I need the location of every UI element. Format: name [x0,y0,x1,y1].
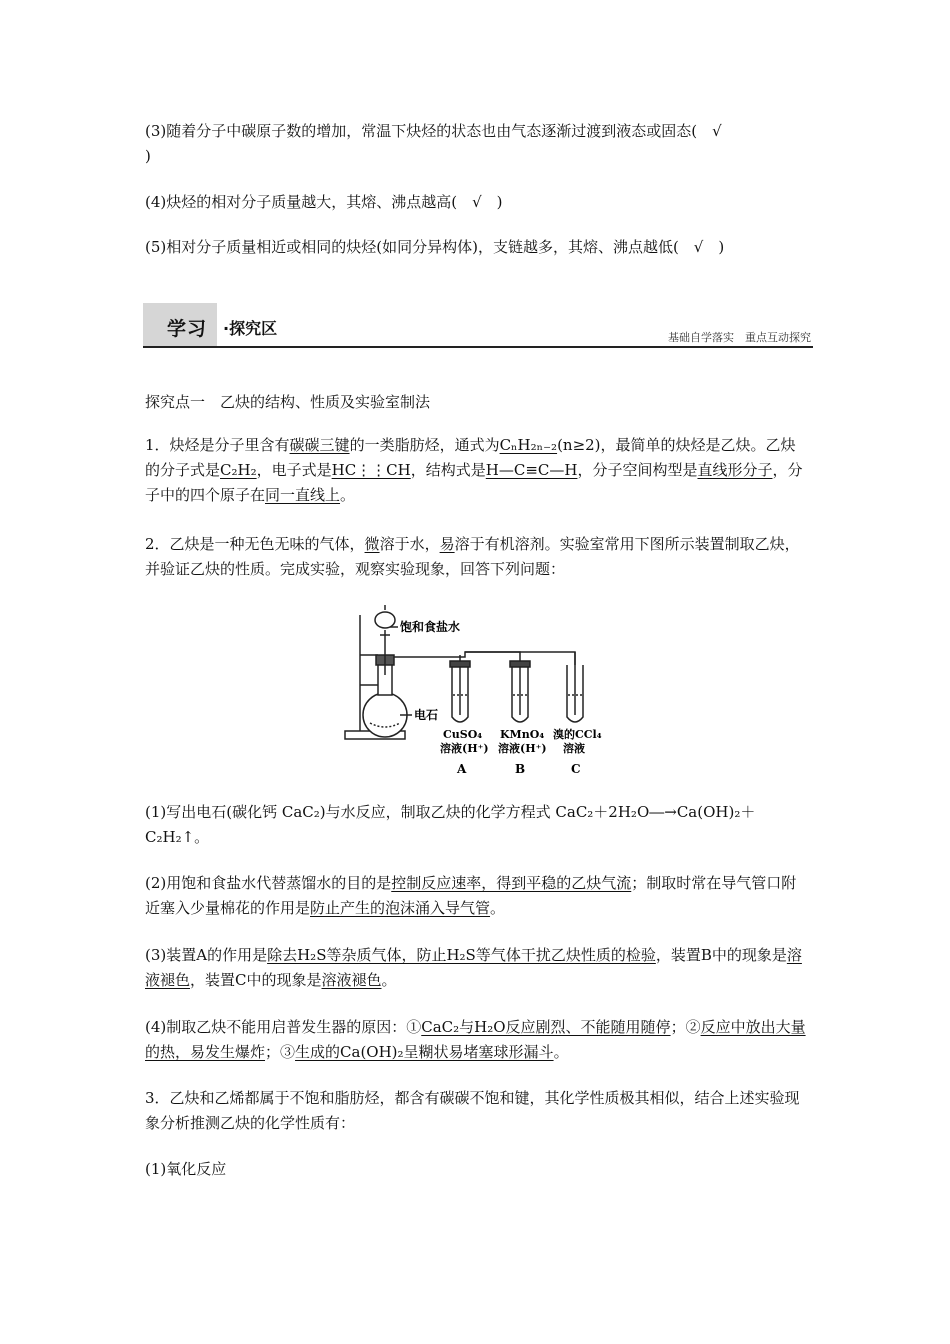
question-4 [145,1015,810,1065]
blank-answer: C₂H₂ [220,461,257,479]
p1-text-g: ，分子中的四个原子在 [145,461,803,504]
item-5: (5)相对分子质量相近或相同的炔烃(如同分异构体)，支链越多，其熔、沸点越低( √ ) [145,238,725,256]
q4-text-b: ；② [670,1018,701,1036]
blank-answer: 微 [364,535,380,553]
paragraph-2 [145,532,810,582]
blank-answer: HC⋮⋮CH [331,461,411,479]
blank-answer: 溶液褪色 [321,971,382,989]
blank-answer: 溶液褪色 [145,946,802,989]
label-b: B [515,762,526,776]
q4-text-c: ；③ [265,1043,296,1061]
q2-text-b: ；制取时常在导气管口附近塞入少量棉花的作用是 [145,874,797,917]
label-a: A [457,762,467,776]
paragraph-1 [145,433,810,508]
p1-text-h: 。 [340,486,356,504]
label-b-line1: KMnO₄ [500,728,545,741]
p1-text-a: 1．炔烃是分子里含有 [145,436,290,454]
label-a-line1: CuSO₄ [443,728,483,741]
blank-answer: CaC₂与H₂O反应剧烈、不能随用随停 [421,1018,671,1036]
banner-title: 学习 [167,318,208,340]
blank-answer: H—C≡C—H [485,461,578,479]
item-4: (4)炔烃的相对分子质量越大，其熔、沸点越高( √ ) [145,193,503,211]
blank-answer: 易 [439,535,455,553]
blank-answer: 同一直线上 [265,486,341,504]
q2-text-a: (2)用饱和食盐水代替蒸馏水的目的是 [145,874,392,892]
question-3 [145,943,810,993]
blank-answer: CₙH₂ₙ₋₂ [499,436,558,454]
subsection-oxidation: (1)氧化反应 [145,1160,227,1178]
q4-text-a: (4)制取乙炔不能用启普发生器的原因：① [145,1018,422,1036]
q2-text-c: 。 [490,899,506,917]
blank-answer: 直线形分子 [697,461,773,479]
blank-answer: 除去H₂S等杂质气体，防止H₂S等气体干扰乙炔性质的检验 [267,946,656,964]
section-banner [143,303,813,349]
label-saltwater: 饱和食盐水 [400,620,461,634]
q3-text-a: (3)装置A的作用是 [145,946,268,964]
p1-text-e: ，结构式是 [410,461,486,479]
p2-text-c: 溶于有机溶剂。实验室常用下图所示装置制取乙炔，并验证乙炔的性质。完成实验，观察实验现象，回答下列问题： [145,535,800,578]
banner-subtitle: ·探究区 [223,319,278,338]
label-carbide: 电石 [414,708,439,722]
label-c: C [571,762,581,776]
blank-answer: 防止产生的泡沫涌入导气管 [310,899,491,917]
q3-text-d: 。 [381,971,397,989]
label-c-line2: 溶液 [563,742,585,755]
label-c-line1: 溴的CCl₄ [553,728,602,741]
label-a-line2: 溶液(H⁺) [440,742,489,755]
banner-right-text: 基础自学落实 重点互动探究 [668,331,811,344]
question-1: (1)写出电石(碳化钙 CaC₂)与水反应，制取乙炔的化学方程式 CaC₂＋2H₂O―→Ca(OH)₂＋C₂H₂↑。 [145,803,756,846]
blank-answer: 反应中放出大量的热，易发生爆炸 [145,1018,806,1061]
q4-text-d: 。 [553,1043,569,1061]
item-3-end: ) [145,147,151,165]
blank-answer: 碳碳三键 [289,436,350,454]
p1-text-d: ，电子式是 [256,461,332,479]
apparatus-drawing [340,605,605,780]
apparatus-figure [340,605,605,780]
p1-text-f: ，分子空间构型是 [577,461,698,479]
banner-rule [143,346,813,348]
label-b-line2: 溶液(H⁺) [498,742,547,755]
blank-answer: 生成的Ca(OH)₂呈糊状易堵塞球形漏斗 [295,1043,554,1061]
p1-text-b: 的一类脂肪烃，通式为 [349,436,500,454]
item-3 [145,119,810,169]
section-heading: 探究点一 乙炔的结构、性质及实验室制法 [145,393,431,411]
p2-text-b: 溶于水， [379,535,440,553]
q3-text-b: ，装置B中的现象是 [655,946,787,964]
question-2 [145,871,810,921]
blank-answer: 控制反应速率，得到平稳的乙炔气流 [391,874,632,892]
p2-text-a: 2．乙炔是一种无色无味的气体， [145,535,365,553]
item-3-text: (3)随着分子中碳原子数的增加，常温下炔烃的状态也由气态逐渐过渡到液态或固态( √ [145,122,722,140]
q3-text-c: ，装置C中的现象是 [190,971,322,989]
p1-text-c: (n≥2)，最简单的炔烃是乙炔。乙炔的分子式是 [145,436,796,479]
paragraph-3: 3．乙炔和乙烯都属于不饱和脂肪烃，都含有碳碳不饱和键，其化学性质极其相似，结合上述实验现象分析推测乙炔的化学性质有： [145,1089,800,1132]
